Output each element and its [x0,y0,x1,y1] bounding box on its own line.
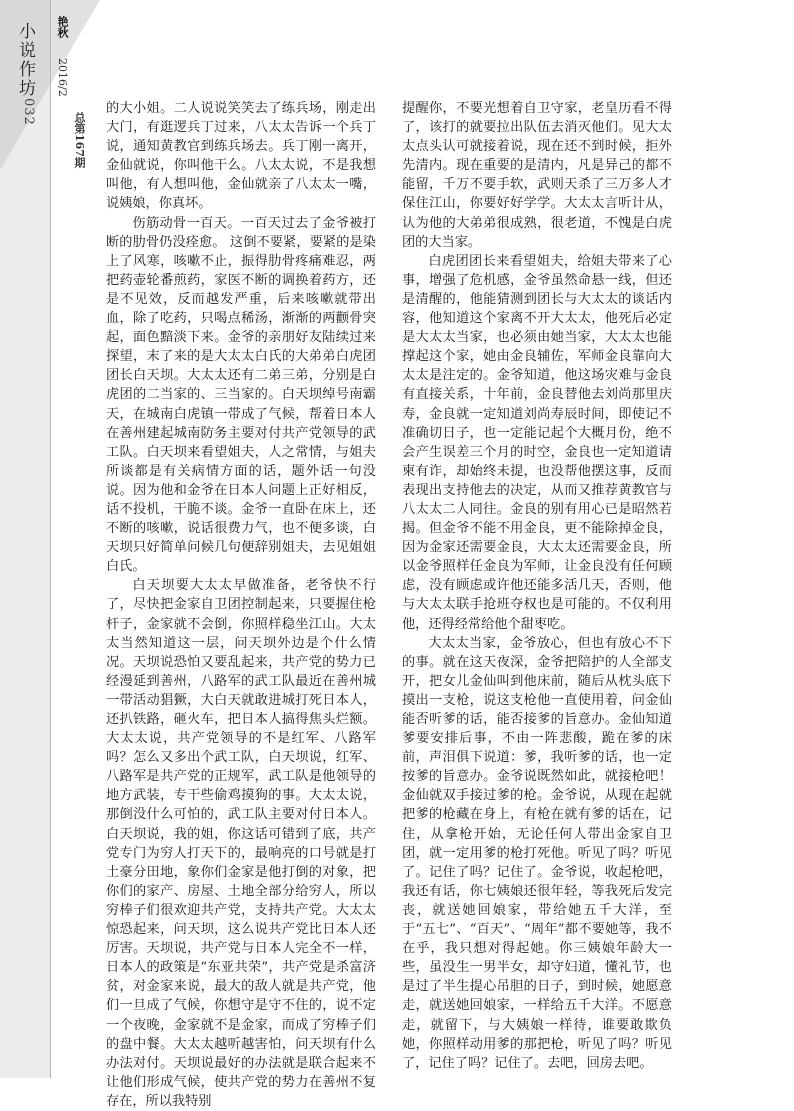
total-issue: 总第167期 [73,112,86,168]
page-number: 032 [21,98,36,126]
paragraph: 伤筋动骨一百天。一百天过去了金爷被打断的肋骨仍没痊愈。 这倒不要紧，要紧的是染上了风寒，咳嗽不止，振得肋骨疼痛难忍，两把药壶轮番煎药，家医不断的调换着药方，还是不见效，反而越发严重，后来咳嗽就带出血，除了吃药，只喝点稀汤，渐渐的两颧骨突起，面色黯淡下来。金爷的亲朋好友陆续过来探望，末了来的是大太太白氏的大弟弟白虎团团长白天坝。大太太还有二弟三弟，分别是白虎团的二当家的、三当家的。白天坝绰号南霸天，在城南白虎镇一带成了气候，帮着日本人在善州建起城南防务主要对付共产党领导的武工队。白天坝来看望姐夫，人之常情，与姐夫所谈都是有关病情方面的话，题外话一句没说。因为他和金爷在日本人问题上正好相反，话不投机，干脆不谈。金爷一直卧在床上，还不断的咳嗽，说话很费力气，也不便多谈，白天坝只好简单问候几句便辞别姐夫，去见姐姐白氏。 [106,215,376,575]
magazine-issue: 2016/2 [56,58,69,97]
section-title: 小说作坊 [15,22,35,98]
paragraph: 白虎团团长来看望姐夫，给姐夫带来了心事，增强了危机感，金爷虽然命悬一线，但还是清醒的，他能猜测到团长与大太太的谈话内容，他知道这个家离不开大太太，他死后必定是大太太当家，也必须由她当家，大太太也能撑起这个家，她由金良辅佐，军师金良靠向大太太是注定的。金爷知道，他这场灾难与金良有直接关系，十年前，金良替他去刘尚那里庆寿，金良就一定知道刘尚寿辰时间，即使记不准确切日子，也一定能记起个大概月份，绝不会产生误差三个月的时空，金良也一定知道请柬有诈，却始终未提，也没帮他摆这事，反而表现出支持他去的决定，从而又推荐黄教官与八太太二人同往。金良的别有用心已是昭然若揭。但金爷不能不用金良，更不能除掉金良，因为金家还需要金良，大太太还需要金良，所以金爷照样任金良为军师，让金良没有任何顾虑，没有顾虑或许他还能多活几天，否则，他与大太太联手抢班夺权也是可能的。不仅利用他，还得经常给他个甜枣吃。 [402,253,672,632]
paragraph: 白天坝要大太太早做准备，老爷快不行了，尽快把金家自卫团控制起来，只要握住枪杆子，金家就不会倒，你照样稳坐江山。大太太当然知道这一层，问天坝外边是个什么情况。天坝说恐怕又要乱起来，共产党的势力已经漫延到善州，八路军的武工队最近在善州城一带活动猖獗，大白天就敢进城打死日本人，还扒铁路，砸火车，把日本人搞得焦头烂额。大太太说，共产党领导的不是红军、八路军吗？怎么又多出个武工队，白天坝说，红军、八路军是共产党的正规军，武工队是他领导的地方武装，专干些偷鸡摸狗的事。大太太说，那倒没什么可怕的，武工队主要对付日本人。白天坝说，我的姐，你这话可错到了底，共产党专门为穷人打天下的，最响亮的口号就是打土豪分田地，象你们金家是他打倒的对象，把你们的家产、房屋、土地全部分给穷人，所以穷棒子们很欢迎共产党，支持共产党。大太太惊恐起来，问天坝，这么说共产党比日本人还厉害。天坝说，共产党与日本人完全不一样，日本人的政策是“东亚共荣”，共产党是杀富济贫，对金家来说，最大的敌人就是共产党，他们一旦成了气候，你想守是守不住的，说不定一个夜晚，金家就不是金家，而成了穷棒子们的盘中餐。大太太越听越害怕，问天坝有什么办法对付。天坝说最好的办法就是联合起来不让他们形成气候，使共产党的势力在善州不复存在，所以我特别 [106,578,376,1109]
left-column [106,99,376,1111]
paragraph: 的大小姐。二人说说笑笑去了练兵场，刚走出大门，有逛逻兵丁过来，八太太告诉一个兵丁说，通知黄教官到练兵场去。兵丁刚一离开，金仙就说，你叫他干么。八太太说，不是我想叫他，有人想叫他，金仙就亲了八太太一嘴，说姨娘，你真坏。 [106,101,376,212]
right-column [402,99,672,1073]
paragraph: 大太太当家，金爷放心，但也有放心不下的事。就在这天夜深，金爷把陪护的人全部支开，把女儿金仙叫到他床前，随后从枕头底下摸出一支枪，说这支枪他一直使用着，问金仙能否听爹的话，能否接爹的旨意办。金仙知道爹要安排后事，不由一阵悲酸，跪在爹的床前，声泪俱下说道：爹，我听爹的话，也一定按爹的旨意办。金爷说既然如此，就接枪吧！金仙就双手接过爹的枪。金爷说，从现在起就把爹的枪藏在身上，有枪在就有爹的话在，记住，从拿枪开始，无论任何人带出金家自卫团，就一定用爹的枪打死他。听见了吗？听见了。记住了吗？记住了。金爷说，收起枪吧，我还有话，你七姨娘还很年轻，等我死后发完丧，就送她回娘家，带给她五千大洋，至于“五七”、“百天”、“周年”都不要她等，我不在乎，我只想对得起她。你三姨娘年龄大一些，虽没生一男半女，却守妇道，懂礼节，也是过了半生提心吊胆的日子，到时候，她愿意走，就送她回娘家，一样给五千大洋。不愿意走，就留下，与大姨娘一样待，谁要敢欺负她，你照样动用爹的那把枪，听见了吗？听见了，记住了吗？记住了。去吧，回房去吧。 [402,635,672,1071]
paragraph: 提醒你，不要光想着自卫守家，老皇历看不得了，该打的就要拉出队伍去消灭他们。见大太太点头认可就接着说，现在还不到时候，拒外先清内。现在重要的是清内，凡是异己的都不能留，千万不要手软，武则天杀了三万多人才保住江山，你要好好学学。大太太言听计从，认为他的大弟弟很成熟，很老道，不愧是白虎团的大当家。 [402,101,672,250]
magazine-name: 艳秋 [56,16,69,38]
side-rule [50,0,51,1078]
